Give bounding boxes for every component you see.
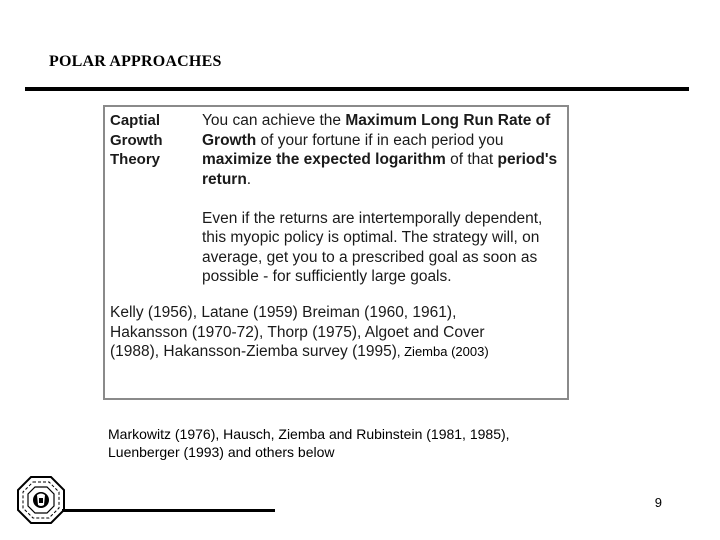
description-run-2: of your fortune if in each period you xyxy=(256,131,504,149)
references-block xyxy=(110,303,565,362)
description-run-0: You can achieve the xyxy=(202,112,346,129)
references-added-ziemba: , Ziemba (2003) xyxy=(396,344,489,359)
references-line-3-text: (1988), Hakansson-Ziemba survey (1995) xyxy=(110,343,397,360)
description-paragraph-1 xyxy=(202,111,567,189)
description-run-5: period's return xyxy=(202,151,558,188)
references-line-3 xyxy=(110,342,565,362)
description-paragraph-2: Even if the returns are intertemporally dependent, this myopic policy is optimal. The strategy will, on average, get you to a prescribed goal as soon as possible - for sufficiently large goals. xyxy=(202,209,543,285)
octagon-emblem-logo-icon xyxy=(17,476,65,524)
references-line-1: Kelly (1956), Latane (1959) Breiman (1960, 1961), xyxy=(110,304,457,321)
theory-description xyxy=(202,111,567,287)
additional-references-text: Markowitz (1976), Hausch, Ziemba and Rubinstein (1981, 1985), Luenberger (1993) and others below xyxy=(108,426,510,460)
description-run-3: maximize the expected logarithm xyxy=(202,151,446,168)
description-run-4: of that xyxy=(445,151,498,168)
slide-title: POLAR APPROACHES xyxy=(49,53,222,70)
capital-growth-panel xyxy=(103,105,569,400)
title-underline-rule xyxy=(25,87,689,91)
page-number: 9 xyxy=(654,495,662,510)
footer-rule xyxy=(62,509,275,512)
description-run-1: Maximum Long Run Rate of Growth xyxy=(202,112,551,149)
references-line-2: Hakansson (1970-72), Thorp (1975), Algoet and Cover xyxy=(110,323,485,341)
theory-label: Captial Growth Theory xyxy=(110,112,163,168)
description-run-6: . xyxy=(246,170,252,188)
